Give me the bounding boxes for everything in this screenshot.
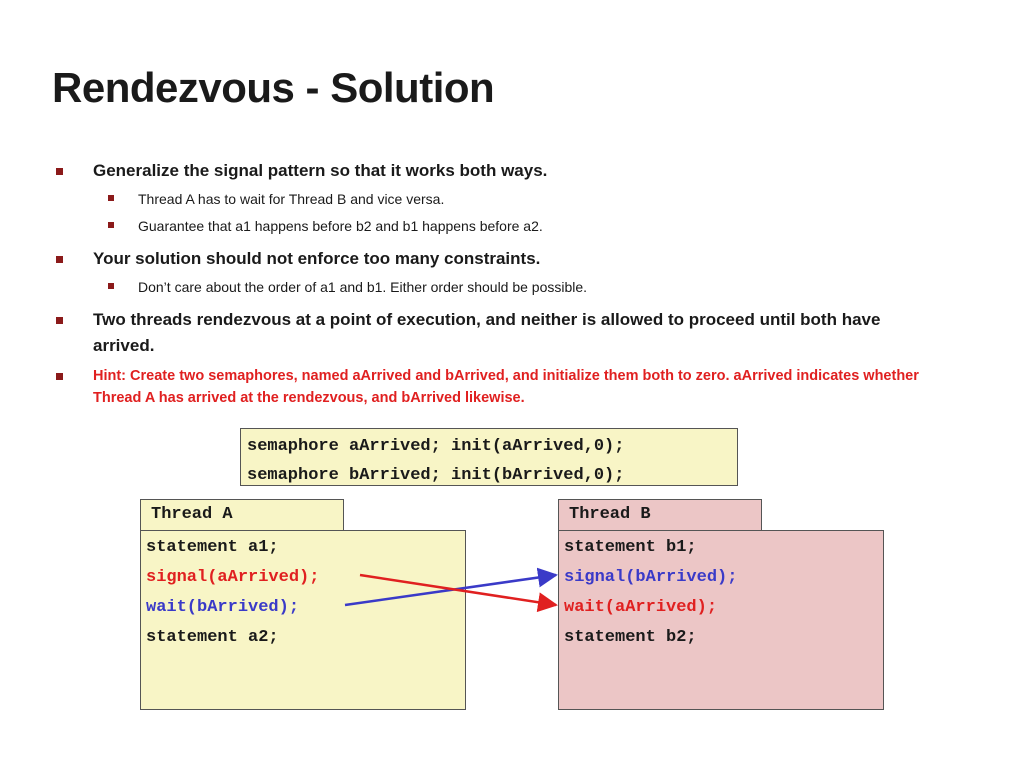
- thread-a-label: Thread A: [140, 499, 344, 531]
- thread-a-code-box: [140, 530, 466, 710]
- sub-bullet-item: [93, 213, 936, 240]
- bullet-text: Your solution should not enforce too many constraints.: [93, 249, 541, 268]
- thread-b-signal-line: signal(bArrived);: [564, 568, 738, 587]
- square-bullet-icon: [56, 317, 63, 324]
- bullet-list: [56, 158, 936, 415]
- sub-bullet-list: [93, 186, 936, 240]
- square-sub-bullet-icon: [108, 195, 114, 201]
- thread-b-statement-b2: statement b2;: [564, 628, 697, 647]
- bullet-text: Generalize the signal pattern so that it works both ways.: [93, 161, 548, 180]
- thread-b-wait-line: wait(aArrived);: [564, 598, 718, 617]
- sub-bullet-item: [93, 274, 936, 301]
- bullet-item: [56, 307, 936, 359]
- sub-bullet-text: Don’t care about the order of a1 and b1. Either order should be possible.: [138, 279, 588, 295]
- sub-bullet-item: [93, 186, 936, 213]
- hint-text: Hint: Create two semaphores, named aArrived and bArrived, and initialize them both to zero. aArrived indicates whether Thread A has arrived at the rendezvous, and bArrived likewise.: [93, 368, 919, 406]
- square-sub-bullet-icon: [108, 283, 114, 289]
- square-bullet-icon: [56, 373, 63, 380]
- hint-bullet-item: [56, 365, 936, 409]
- thread-b-label: Thread B: [558, 499, 762, 531]
- square-bullet-icon: [56, 256, 63, 263]
- bullet-item: [56, 158, 936, 240]
- semaphore-a-declaration: semaphore aArrived; init(aArrived,0);: [247, 437, 625, 456]
- square-bullet-icon: [56, 168, 63, 175]
- thread-a-wait-line: wait(bArrived);: [146, 598, 300, 617]
- slide-title: Rendezvous - Solution: [52, 64, 495, 111]
- thread-b-code-box: [558, 530, 884, 710]
- square-sub-bullet-icon: [108, 222, 114, 228]
- semaphore-b-declaration: semaphore bArrived; init(bArrived,0);: [247, 466, 625, 485]
- semaphore-declaration-box: [240, 428, 738, 486]
- sub-bullet-text: Guarantee that a1 happens before b2 and b1 happens before a2.: [138, 218, 543, 234]
- thread-a-signal-line: signal(aArrived);: [146, 568, 320, 587]
- sub-bullet-text: Thread A has to wait for Thread B and vice versa.: [138, 191, 445, 207]
- bullet-text: Two threads rendezvous at a point of execution, and neither is allowed to proceed until both have arrived.: [93, 310, 881, 355]
- sub-bullet-list: [93, 274, 936, 301]
- thread-b-statement-b1: statement b1;: [564, 538, 697, 557]
- thread-a-statement-a2: statement a2;: [146, 628, 279, 647]
- bullet-item: [56, 246, 936, 301]
- thread-a-statement-a1: statement a1;: [146, 538, 279, 557]
